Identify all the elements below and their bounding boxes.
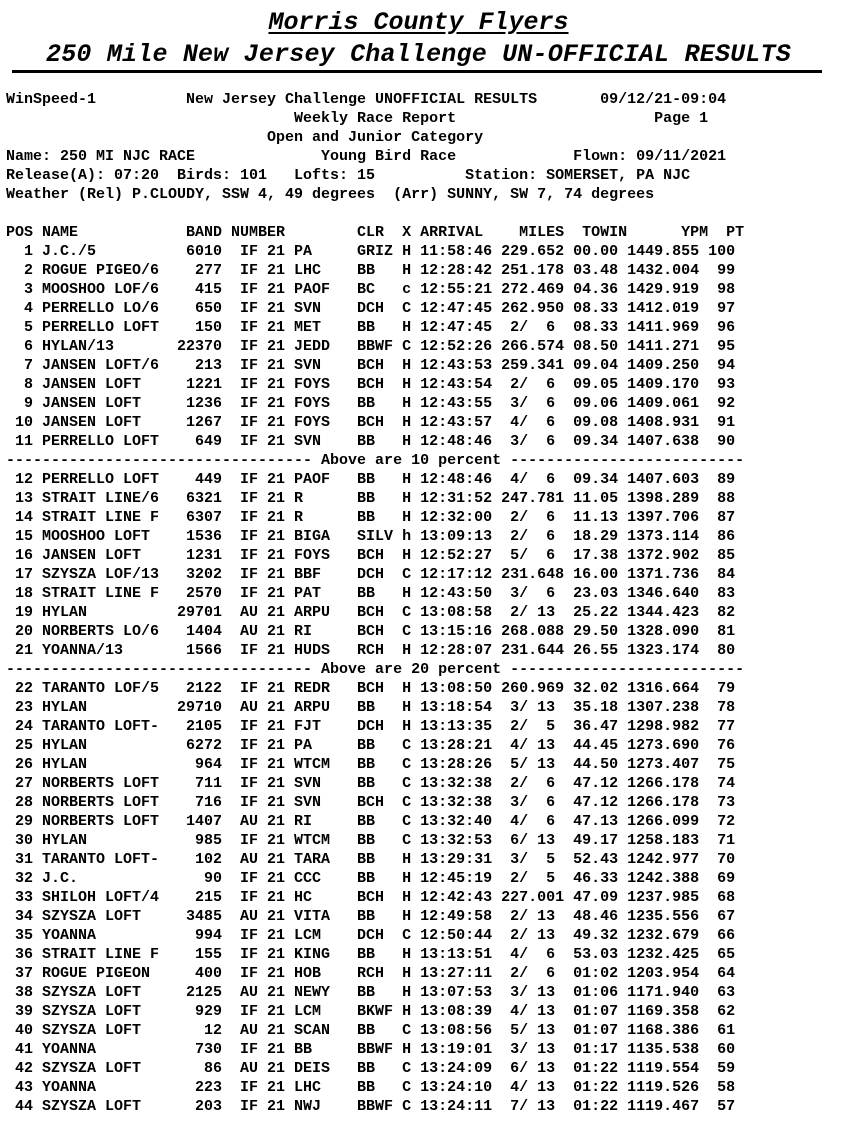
- result-row: 41 YOANNA 730 IF 21 BB BBWF H 13:19:01 3/ 13 01:17 1135.538 60: [6, 1041, 736, 1058]
- race-report: [6, 90, 744, 1116]
- result-row: 19 HYLAN 29701 AU 21 ARPU BCH C 13:08:58 2/ 13 25.22 1344.423 82: [6, 604, 736, 621]
- blank-line: [6, 204, 744, 223]
- result-row: 18 STRAIT LINE F 2570 IF 21 PAT BB H 12:43:50 3/ 6 23.03 1346.640 83: [6, 585, 736, 602]
- column-header-row: POS NAME BAND NUMBER CLR X ARRIVAL MILES TOWIN YPM PT: [6, 224, 745, 241]
- result-row: 44 SZYSZA LOFT 203 IF 21 NWJ BBWF C 13:24:11 7/ 13 01:22 1119.467 57: [6, 1098, 736, 1115]
- result-row: 8 JANSEN LOFT 1221 IF 21 FOYS BCH H 12:43:54 2/ 6 09.05 1409.170 93: [6, 376, 736, 393]
- result-row: 22 TARANTO LOF/5 2122 IF 21 REDR BCH H 13:08:50 260.969 32.02 1316.664 79: [6, 680, 736, 697]
- percent-divider: ---------------------------------- Above are 10 percent --------------------------: [6, 452, 745, 469]
- subtitle-underline: [12, 70, 822, 73]
- result-row: 12 PERRELLO LOFT 449 IF 21 PAOF BB H 12:48:46 4/ 6 09.34 1407.603 89: [6, 471, 736, 488]
- result-row: 5 PERRELLO LOFT 150 IF 21 MET BB H 12:47:45 2/ 6 08.33 1411.969 96: [6, 319, 736, 336]
- result-row: 42 SZYSZA LOFT 86 AU 21 DEIS BB C 13:24:09 6/ 13 01:22 1119.554 59: [6, 1060, 736, 1077]
- report-header-line: WinSpeed-1 New Jersey Challenge UNOFFICIAL RESULTS 09/12/21-09:04: [6, 91, 727, 108]
- result-row: 7 JANSEN LOFT/6 213 IF 21 SVN BCH H 12:43:53 259.341 09.04 1409.250 94: [6, 357, 736, 374]
- result-row: 25 HYLAN 6272 IF 21 PA BB C 13:28:21 4/ 13 44.45 1273.690 76: [6, 737, 736, 754]
- result-row: 26 HYLAN 964 IF 21 WTCM BB C 13:28:26 5/ 13 44.50 1273.407 75: [6, 756, 736, 773]
- result-row: 4 PERRELLO LO/6 650 IF 21 SVN DCH C 12:47:45 262.950 08.33 1412.019 97: [6, 300, 736, 317]
- result-row: 40 SZYSZA LOFT 12 AU 21 SCAN BB C 13:08:56 5/ 13 01:07 1168.386 61: [6, 1022, 736, 1039]
- result-row: 15 MOOSHOO LOFT 1536 IF 21 BIGA SILV h 13:09:13 2/ 6 18.29 1373.114 86: [6, 528, 736, 545]
- report-header-line: Release(A): 07:20 Birds: 101 Lofts: 15 Station: SOMERSET, PA NJC: [6, 167, 691, 184]
- result-row: 39 SZYSZA LOFT 929 IF 21 LCM BKWF H 13:08:39 4/ 13 01:07 1169.358 62: [6, 1003, 736, 1020]
- result-row: 36 STRAIT LINE F 155 IF 21 KING BB H 13:13:51 4/ 6 53.03 1232.425 65: [6, 946, 736, 963]
- result-row: 37 ROGUE PIGEON 400 IF 21 HOB RCH H 13:27:11 2/ 6 01:02 1203.954 64: [6, 965, 736, 982]
- result-row: 6 HYLAN/13 22370 IF 21 JEDD BBWF C 12:52:26 266.574 08.50 1411.271 95: [6, 338, 736, 355]
- result-row: 3 MOOSHOO LOF/6 415 IF 21 PAOF BC c 12:55:21 272.469 04.36 1429.919 98: [6, 281, 736, 298]
- result-row: 43 YOANNA 223 IF 21 LHC BB C 13:24:10 4/ 13 01:22 1119.526 58: [6, 1079, 736, 1096]
- result-row: 17 SZYSZA LOF/13 3202 IF 21 BBF DCH C 12:17:12 231.648 16.00 1371.736 84: [6, 566, 736, 583]
- result-row: 24 TARANTO LOFT- 2105 IF 21 FJT DCH H 13:13:35 2/ 5 36.47 1298.982 77: [6, 718, 736, 735]
- result-row: 35 YOANNA 994 IF 21 LCM DCH C 12:50:44 2/ 13 49.32 1232.679 66: [6, 927, 736, 944]
- result-row: 27 NORBERTS LOFT 711 IF 21 SVN BB C 13:32:38 2/ 6 47.12 1266.178 74: [6, 775, 736, 792]
- result-row: 13 STRAIT LINE/6 6321 IF 21 R BB H 12:31:52 247.781 11.05 1398.289 88: [6, 490, 736, 507]
- result-row: 20 NORBERTS LO/6 1404 AU 21 RI BCH C 13:15:16 268.088 29.50 1328.090 81: [6, 623, 736, 640]
- result-row: 11 PERRELLO LOFT 649 IF 21 SVN BB H 12:48:46 3/ 6 09.34 1407.638 90: [6, 433, 736, 450]
- report-header-line: Weather (Rel) P.CLOUDY, SSW 4, 49 degrees (Arr) SUNNY, SW 7, 74 degrees: [6, 186, 655, 203]
- result-row: 38 SZYSZA LOFT 2125 AU 21 NEWY BB H 13:07:53 3/ 13 01:06 1171.940 63: [6, 984, 736, 1001]
- result-row: 29 NORBERTS LOFT 1407 AU 21 RI BB C 13:32:40 4/ 6 47.13 1266.099 72: [6, 813, 736, 830]
- result-row: 34 SZYSZA LOFT 3485 AU 21 VITA BB H 12:49:58 2/ 13 48.46 1235.556 67: [6, 908, 736, 925]
- page-subtitle: 250 Mile New Jersey Challenge UN-OFFICIAL RESULTS: [46, 40, 791, 69]
- report-header-line: Open and Junior Category: [6, 129, 484, 146]
- result-row: 10 JANSEN LOFT 1267 IF 21 FOYS BCH H 12:43:57 4/ 6 09.08 1408.931 91: [6, 414, 736, 431]
- result-row: 30 HYLAN 985 IF 21 WTCM BB C 13:32:53 6/ 13 49.17 1258.183 71: [6, 832, 736, 849]
- result-row: 1 J.C./5 6010 IF 21 PA GRIZ H 11:58:46 229.652 00.00 1449.855 100: [6, 243, 736, 260]
- report-header-line: Weekly Race Report Page 1: [6, 110, 709, 127]
- result-row: 14 STRAIT LINE F 6307 IF 21 R BB H 12:32:00 2/ 6 11.13 1397.706 87: [6, 509, 736, 526]
- result-row: 28 NORBERTS LOFT 716 IF 21 SVN BCH C 13:32:38 3/ 6 47.12 1266.178 73: [6, 794, 736, 811]
- result-row: 21 YOANNA/13 1566 IF 21 HUDS RCH H 12:28:07 231.644 26.55 1323.174 80: [6, 642, 736, 659]
- result-row: 23 HYLAN 29710 AU 21 ARPU BB H 13:18:54 3/ 13 35.18 1307.238 78: [6, 699, 736, 716]
- result-row: 31 TARANTO LOFT- 102 AU 21 TARA BB H 13:29:31 3/ 5 52.43 1242.977 70: [6, 851, 736, 868]
- result-row: 9 JANSEN LOFT 1236 IF 21 FOYS BB H 12:43:55 3/ 6 09.06 1409.061 92: [6, 395, 736, 412]
- page-title: Morris County Flyers: [268, 8, 569, 37]
- result-row: 2 ROGUE PIGEO/6 277 IF 21 LHC BB H 12:28:42 251.178 03.48 1432.004 99: [6, 262, 736, 279]
- result-row: 32 J.C. 90 IF 21 CCC BB H 12:45:19 2/ 5 46.33 1242.388 69: [6, 870, 736, 887]
- result-row: 16 JANSEN LOFT 1231 IF 21 FOYS BCH H 12:52:27 5/ 6 17.38 1372.902 85: [6, 547, 736, 564]
- report-header-line: Name: 250 MI NJC RACE Young Bird Race Flown: 09/11/2021: [6, 148, 727, 165]
- percent-divider: ---------------------------------- Above are 20 percent --------------------------: [6, 661, 745, 678]
- result-row: 33 SHILOH LOFT/4 215 IF 21 HC BCH H 12:42:43 227.001 47.09 1237.985 68: [6, 889, 736, 906]
